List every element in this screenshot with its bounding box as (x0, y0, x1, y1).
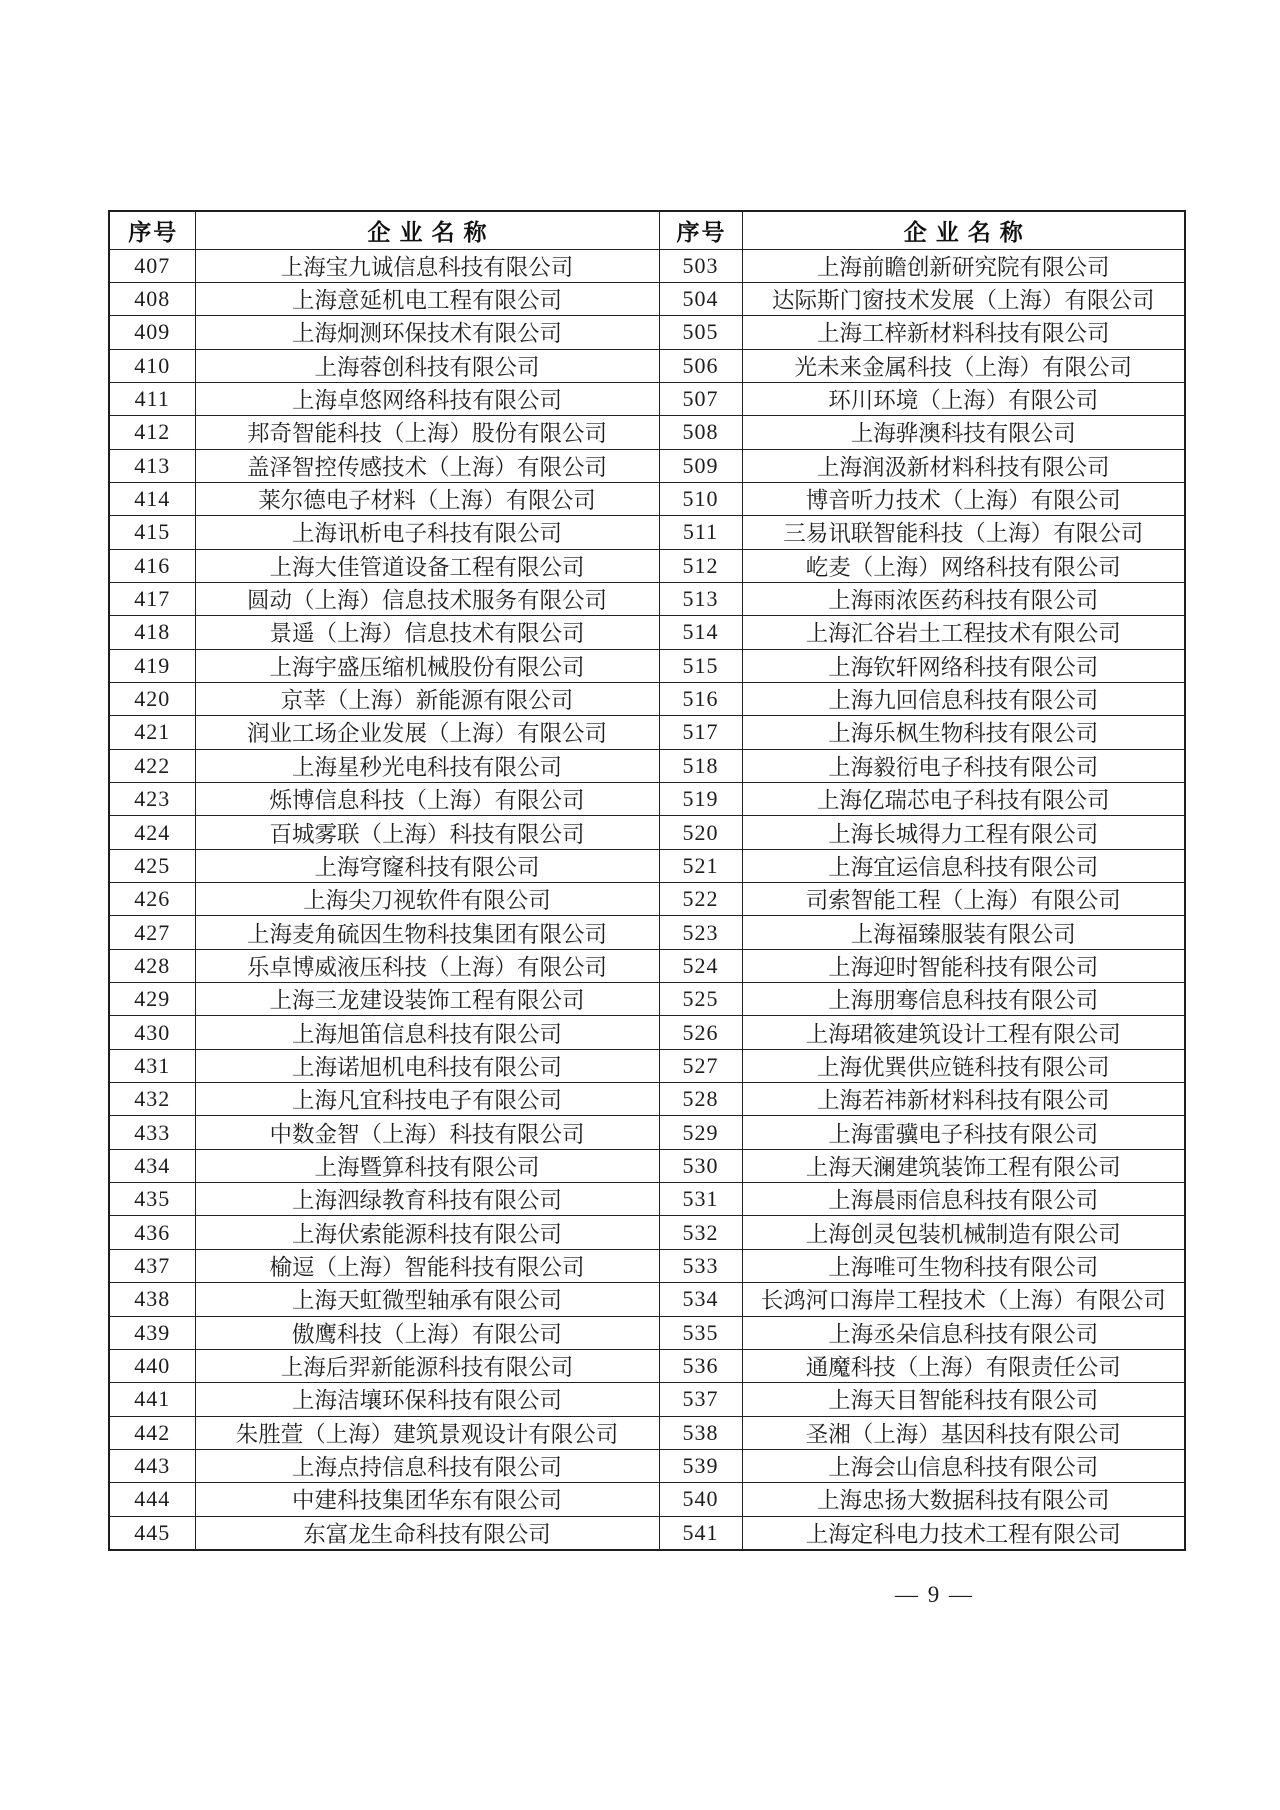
table-row (109, 1116, 1185, 1149)
company-name-right: 上海钦轩网络科技有限公司 (742, 649, 1185, 682)
company-name-right: 上海长城得力工程有限公司 (742, 816, 1185, 849)
company-name-left: 上海诺旭机电科技有限公司 (195, 1049, 659, 1082)
serial-number-right: 541 (659, 1516, 742, 1550)
table-row (109, 1016, 1185, 1049)
company-name-right: 上海汇谷岩土工程技术有限公司 (742, 616, 1185, 649)
company-name-left: 上海穹窿科技有限公司 (195, 849, 659, 882)
company-name-left: 上海旭笛信息科技有限公司 (195, 1016, 659, 1049)
table-row (109, 282, 1185, 315)
table-row (109, 849, 1185, 882)
company-name-right: 上海唯可生物科技有限公司 (742, 1249, 1185, 1282)
serial-number-left: 422 (109, 749, 195, 782)
company-name-right: 光未来金属科技（上海）有限公司 (742, 349, 1185, 382)
serial-number-left: 427 (109, 916, 195, 949)
company-name-right: 上海朋骞信息科技有限公司 (742, 983, 1185, 1016)
table-row (109, 983, 1185, 1016)
serial-number-right: 522 (659, 883, 742, 916)
serial-number-left: 423 (109, 783, 195, 816)
table-row (109, 649, 1185, 682)
company-name-right: 上海工梓新材料科技有限公司 (742, 316, 1185, 349)
serial-number-right: 507 (659, 382, 742, 415)
table-row (109, 1183, 1185, 1216)
serial-number-right: 525 (659, 983, 742, 1016)
serial-number-right: 503 (659, 249, 742, 282)
table-row (109, 382, 1185, 415)
company-name-left: 上海讯析电子科技有限公司 (195, 516, 659, 549)
company-name-left: 上海卓悠网络科技有限公司 (195, 382, 659, 415)
serial-number-left: 441 (109, 1383, 195, 1416)
company-name-right: 上海若祎新材料科技有限公司 (742, 1083, 1185, 1116)
company-name-right: 上海定科电力技术工程有限公司 (742, 1516, 1185, 1550)
serial-number-left: 419 (109, 649, 195, 682)
page-number: — 9 — (895, 1582, 974, 1607)
company-name-right: 上海乐枫生物科技有限公司 (742, 716, 1185, 749)
company-name-left: 邦奇智能科技（上海）股份有限公司 (195, 416, 659, 449)
serial-number-right: 521 (659, 849, 742, 882)
serial-number-left: 418 (109, 616, 195, 649)
serial-number-left: 425 (109, 849, 195, 882)
table-row (109, 1349, 1185, 1382)
serial-number-right: 520 (659, 816, 742, 849)
serial-number-right: 532 (659, 1216, 742, 1249)
serial-number-left: 413 (109, 449, 195, 482)
serial-number-right: 540 (659, 1483, 742, 1516)
company-name-left: 上海蓉创科技有限公司 (195, 349, 659, 382)
table-row (109, 1249, 1185, 1282)
serial-number-right: 527 (659, 1049, 742, 1082)
table-row (109, 1516, 1185, 1550)
table-row (109, 582, 1185, 615)
company-name-left: 上海星秒光电科技有限公司 (195, 749, 659, 782)
company-name-right: 三易讯联智能科技（上海）有限公司 (742, 516, 1185, 549)
table-row (109, 1416, 1185, 1449)
serial-number-left: 439 (109, 1316, 195, 1349)
serial-number-right: 524 (659, 949, 742, 982)
serial-number-left: 409 (109, 316, 195, 349)
serial-number-left: 417 (109, 582, 195, 615)
company-name-left: 上海凡宜科技电子有限公司 (195, 1083, 659, 1116)
table-row (109, 449, 1185, 482)
company-name-left: 景遥（上海）信息技术有限公司 (195, 616, 659, 649)
company-name-left: 百城雾联（上海）科技有限公司 (195, 816, 659, 849)
serial-number-left: 429 (109, 983, 195, 1016)
serial-number-left: 440 (109, 1349, 195, 1382)
company-name-left: 上海意延机电工程有限公司 (195, 282, 659, 315)
table-row (109, 1316, 1185, 1349)
company-name-right: 屹麦（上海）网络科技有限公司 (742, 549, 1185, 582)
company-name-right: 上海雷骥电子科技有限公司 (742, 1116, 1185, 1149)
table-row (109, 1149, 1185, 1182)
company-name-right: 上海福臻服装有限公司 (742, 916, 1185, 949)
company-name-right: 环川环境（上海）有限公司 (742, 382, 1185, 415)
company-name-right: 上海润汲新材料科技有限公司 (742, 449, 1185, 482)
company-name-left: 润业工场企业发展（上海）有限公司 (195, 716, 659, 749)
table-row (109, 949, 1185, 982)
company-name-right: 上海创灵包装机械制造有限公司 (742, 1216, 1185, 1249)
serial-number-left: 408 (109, 282, 195, 315)
serial-number-right: 537 (659, 1383, 742, 1416)
serial-number-left: 433 (109, 1116, 195, 1149)
serial-number-left: 431 (109, 1049, 195, 1082)
company-name-right: 上海忠扬大数据科技有限公司 (742, 1483, 1185, 1516)
serial-number-right: 531 (659, 1183, 742, 1216)
table-row (109, 616, 1185, 649)
serial-number-left: 442 (109, 1416, 195, 1449)
table-row (109, 1483, 1185, 1516)
serial-number-right: 519 (659, 783, 742, 816)
serial-number-left: 407 (109, 249, 195, 282)
company-name-left: 傲鹰科技（上海）有限公司 (195, 1316, 659, 1349)
serial-number-left: 411 (109, 382, 195, 415)
company-name-left: 乐卓博威液压科技（上海）有限公司 (195, 949, 659, 982)
company-name-left: 盖泽智控传感技术（上海）有限公司 (195, 449, 659, 482)
table-row (109, 549, 1185, 582)
company-name-left: 上海炯测环保技术有限公司 (195, 316, 659, 349)
company-name-right: 通魔科技（上海）有限责任公司 (742, 1349, 1185, 1382)
company-name-left: 上海伏索能源科技有限公司 (195, 1216, 659, 1249)
header-serial-number-right: 序号 (659, 211, 742, 249)
serial-number-right: 508 (659, 416, 742, 449)
serial-number-left: 420 (109, 682, 195, 715)
serial-number-right: 513 (659, 582, 742, 615)
company-name-right: 上海天目智能科技有限公司 (742, 1383, 1185, 1416)
serial-number-left: 415 (109, 516, 195, 549)
serial-number-left: 443 (109, 1449, 195, 1482)
serial-number-left: 428 (109, 949, 195, 982)
company-name-left: 上海麦角硫因生物科技集团有限公司 (195, 916, 659, 949)
company-name-left: 圆动（上海）信息技术服务有限公司 (195, 582, 659, 615)
serial-number-right: 528 (659, 1083, 742, 1116)
company-name-right: 上海丞朵信息科技有限公司 (742, 1316, 1185, 1349)
company-name-right: 上海会山信息科技有限公司 (742, 1449, 1185, 1482)
table-row (109, 749, 1185, 782)
company-name-right: 上海迎时智能科技有限公司 (742, 949, 1185, 982)
table-row (109, 482, 1185, 515)
company-name-right: 长鸿河口海岸工程技术（上海）有限公司 (742, 1283, 1185, 1316)
serial-number-right: 514 (659, 616, 742, 649)
company-name-right: 上海珺筱建筑设计工程有限公司 (742, 1016, 1185, 1049)
serial-number-right: 516 (659, 682, 742, 715)
company-name-right: 上海毅衍电子科技有限公司 (742, 749, 1185, 782)
company-name-right: 上海晨雨信息科技有限公司 (742, 1183, 1185, 1216)
serial-number-right: 506 (659, 349, 742, 382)
company-name-left: 上海尖刀视软件有限公司 (195, 883, 659, 916)
serial-number-left: 416 (109, 549, 195, 582)
serial-number-right: 511 (659, 516, 742, 549)
company-name-left: 朱胜萱（上海）建筑景观设计有限公司 (195, 1416, 659, 1449)
serial-number-right: 535 (659, 1316, 742, 1349)
serial-number-left: 426 (109, 883, 195, 916)
company-name-right: 上海骅澳科技有限公司 (742, 416, 1185, 449)
header-serial-number-left: 序号 (109, 211, 195, 249)
serial-number-left: 435 (109, 1183, 195, 1216)
table-row (109, 1083, 1185, 1116)
company-name-left: 上海洁壤环保科技有限公司 (195, 1383, 659, 1416)
company-name-left: 上海天虹微型轴承有限公司 (195, 1283, 659, 1316)
serial-number-right: 530 (659, 1149, 742, 1182)
company-name-right: 博音听力技术（上海）有限公司 (742, 482, 1185, 515)
serial-number-left: 434 (109, 1149, 195, 1182)
company-name-left: 中数金智（上海）科技有限公司 (195, 1116, 659, 1149)
serial-number-right: 517 (659, 716, 742, 749)
company-name-left: 东富龙生命科技有限公司 (195, 1516, 659, 1550)
company-name-left: 榆逗（上海）智能科技有限公司 (195, 1249, 659, 1282)
table-row (109, 682, 1185, 715)
company-list-table-container (108, 210, 1186, 1551)
company-name-right: 上海九回信息科技有限公司 (742, 682, 1185, 715)
company-name-left: 上海宇盛压缩机械股份有限公司 (195, 649, 659, 682)
table-row (109, 816, 1185, 849)
company-name-left: 中建科技集团华东有限公司 (195, 1483, 659, 1516)
table-row (109, 1049, 1185, 1082)
serial-number-left: 438 (109, 1283, 195, 1316)
company-name-left: 京莘（上海）新能源有限公司 (195, 682, 659, 715)
serial-number-right: 534 (659, 1283, 742, 1316)
serial-number-right: 526 (659, 1016, 742, 1049)
table-row (109, 916, 1185, 949)
serial-number-left: 414 (109, 482, 195, 515)
serial-number-left: 424 (109, 816, 195, 849)
serial-number-left: 432 (109, 1083, 195, 1116)
company-name-left: 上海宝九诚信息科技有限公司 (195, 249, 659, 282)
serial-number-left: 437 (109, 1249, 195, 1282)
serial-number-right: 505 (659, 316, 742, 349)
serial-number-right: 512 (659, 549, 742, 582)
company-name-right: 上海雨浓医药科技有限公司 (742, 582, 1185, 615)
serial-number-right: 539 (659, 1449, 742, 1482)
company-name-right: 上海宜运信息科技有限公司 (742, 849, 1185, 882)
table-row (109, 883, 1185, 916)
serial-number-right: 509 (659, 449, 742, 482)
header-company-name-left: 企业名称 (195, 211, 659, 249)
serial-number-left: 444 (109, 1483, 195, 1516)
table-row (109, 349, 1185, 382)
table-row (109, 249, 1185, 282)
serial-number-right: 538 (659, 1416, 742, 1449)
serial-number-left: 436 (109, 1216, 195, 1249)
serial-number-right: 510 (659, 482, 742, 515)
header-company-name-right: 企业名称 (742, 211, 1185, 249)
company-table-body (109, 249, 1185, 1550)
table-row (109, 1383, 1185, 1416)
table-row (109, 1449, 1185, 1482)
serial-number-right: 536 (659, 1349, 742, 1382)
serial-number-left: 421 (109, 716, 195, 749)
serial-number-right: 533 (659, 1249, 742, 1282)
table-row (109, 783, 1185, 816)
company-name-right: 上海天澜建筑装饰工程有限公司 (742, 1149, 1185, 1182)
company-name-left: 上海后羿新能源科技有限公司 (195, 1349, 659, 1382)
table-row (109, 1216, 1185, 1249)
serial-number-left: 430 (109, 1016, 195, 1049)
table-row (109, 516, 1185, 549)
company-name-right: 司索智能工程（上海）有限公司 (742, 883, 1185, 916)
serial-number-right: 523 (659, 916, 742, 949)
company-name-left: 上海点持信息科技有限公司 (195, 1449, 659, 1482)
company-name-right: 达际斯门窗技术发展（上海）有限公司 (742, 282, 1185, 315)
company-name-left: 上海三龙建设装饰工程有限公司 (195, 983, 659, 1016)
table-row (109, 316, 1185, 349)
serial-number-right: 518 (659, 749, 742, 782)
serial-number-right: 529 (659, 1116, 742, 1149)
company-name-left: 上海泗绿教育科技有限公司 (195, 1183, 659, 1216)
serial-number-left: 410 (109, 349, 195, 382)
company-name-right: 上海前瞻创新研究院有限公司 (742, 249, 1185, 282)
company-name-right: 上海优巽供应链科技有限公司 (742, 1049, 1185, 1082)
serial-number-left: 445 (109, 1516, 195, 1550)
serial-number-right: 515 (659, 649, 742, 682)
table-header-row (109, 211, 1185, 249)
company-name-left: 上海大佳管道设备工程有限公司 (195, 549, 659, 582)
company-list-table (108, 210, 1186, 1551)
company-name-left: 上海暨算科技有限公司 (195, 1149, 659, 1182)
serial-number-left: 412 (109, 416, 195, 449)
company-name-left: 烁博信息科技（上海）有限公司 (195, 783, 659, 816)
company-name-right: 上海亿瑞芯电子科技有限公司 (742, 783, 1185, 816)
table-header (109, 211, 1185, 249)
serial-number-right: 504 (659, 282, 742, 315)
company-name-left: 莱尔德电子材料（上海）有限公司 (195, 482, 659, 515)
table-row (109, 716, 1185, 749)
table-row (109, 1283, 1185, 1316)
table-row (109, 416, 1185, 449)
company-name-right: 圣湘（上海）基因科技有限公司 (742, 1416, 1185, 1449)
